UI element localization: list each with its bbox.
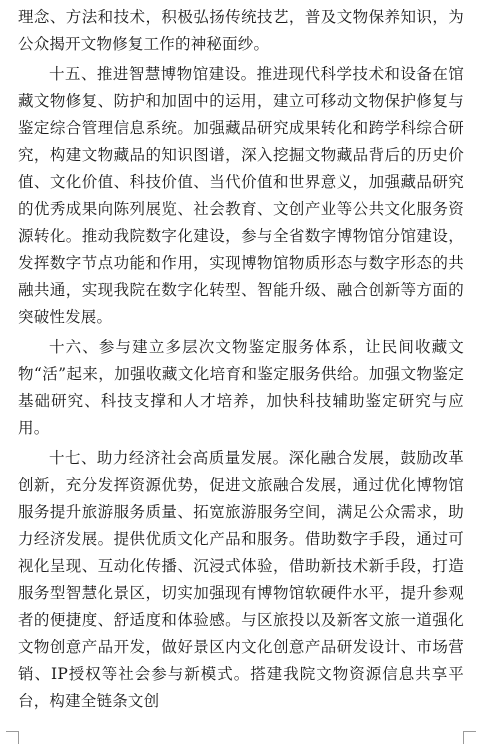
paragraph-item-17: 十七、助力经济社会高质量发展。深化融合发展，鼓励改革创新，充分发挥资源优势，促进文旅融合发展，通过优化博物馆服务提升旅游服务质量、拓宽旅游服务空间，满足公众需求，助力经济发展。提供优质文化产品和服务。借助数字手段，通过可视化呈现、互动化传播、沉浸式体验，借助新技术新手段，打造服务型智慧化景区，切实加强现有博物馆软硬件水平，提升参观者的便捷度、舒适度和体验感。与区旅投以及新客文旅一道强化文物创意产品开发，做好景区内文化创意产品研发设计、市场营销、IP授权等社会参与新模式。搭建我院文物资源信息共享平台，构建全链条文创 (18, 449, 464, 710)
document-body (18, 4, 464, 718)
page-corner-mark-left (6, 731, 19, 744)
paragraph-item-15: 十五、推进智慧博物馆建设。推进现代科学技术和设备在馆藏文物修复、防护和加固中的运用，建立可移动文物保护修复与鉴定综合管理信息系统。加强藏品研究成果转化和跨学科综合研究，构建文物藏品的知识图谱，深入挖掘文物藏品背后的历史价值、文化价值、科技价值、当代价值和世界意义，加强藏品研究的优秀成果向陈列展览、社会教育、文创产业等公共文化服务资源转化。推动我院数字化建设，参与全省数字博物馆分馆建设，发挥数字节点功能和作用，实现博物馆物质形态与数字形态的共融共通，实现我院在数字化转型、智能升级、融合创新等方面的突破性发展。 (18, 65, 464, 326)
paragraph-intro-continuation: 理念、方法和技术，积极弘扬传统技艺，普及文物保养知识，为公众揭开文物修复工作的神秘面纱。 (18, 8, 464, 53)
paragraph-item-16: 十六、参与建立多层次文物鉴定服务体系，让民间收藏文物“活”起来，加强收藏文化培育和鉴定服务供给。加强文物鉴定基础研究、科技支撑和人才培养，加快科技辅助鉴定研究与应用。 (18, 338, 464, 437)
page-corner-mark-right (463, 731, 476, 744)
